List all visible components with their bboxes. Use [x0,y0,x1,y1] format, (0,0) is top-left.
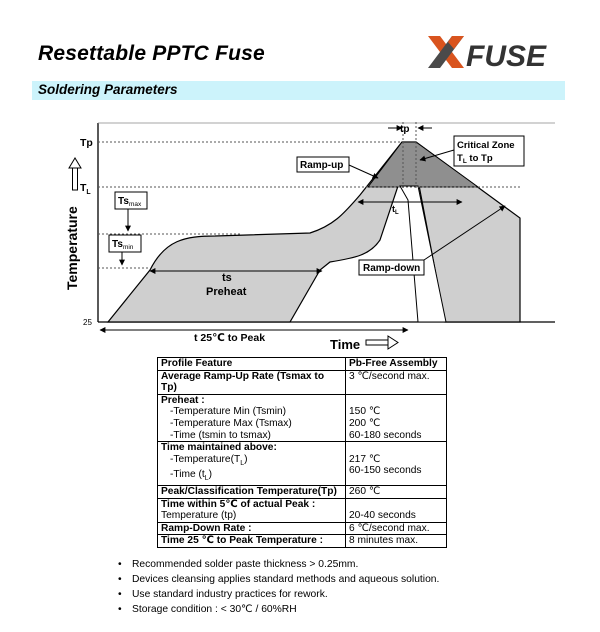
ramp-down-label: Ramp-down [363,263,421,274]
x-axis-arrow-icon [366,336,398,349]
tick-25: 25 [83,318,92,327]
table-row [158,370,447,394]
t25-label: t 25℃ to Peak [194,332,266,344]
table-row [158,394,447,441]
y-axis-label: Temperature [64,206,80,290]
table-row [158,486,447,499]
preheat-tsmax: -Temperature Max (Tsmax) [170,417,292,429]
table-cell: Ramp-Down Rate : [158,522,346,535]
section-title: Soldering Parameters [38,82,178,97]
profile-table [157,357,447,548]
tick-tp: Tp [80,137,93,149]
ramp-up-pointer [349,165,378,178]
tsmin-label: $Ts_{min}$ [112,239,134,251]
tick-tl: $T_L$ [80,182,91,196]
tl-label: $t_L$ [392,204,399,216]
tsmax-label: $Ts_{max}$ [118,196,142,208]
table-cell: 3 ℃/second max. [346,370,447,394]
table-cell [346,442,447,486]
table-row [158,522,447,535]
within-heading: Time within 5℃ of actual Peak : [161,498,316,510]
table-cell [158,498,346,522]
table-header-assembly: Pb-Free Assembly [346,358,447,371]
logo-text: FUSE [466,40,547,72]
preheat-tsmax-value: 200 ℃ [349,417,381,429]
table-cell: Average Ramp-Up Rate (Tsmax to Tp) [158,370,346,394]
table-header-feature: Profile Feature [158,358,346,371]
table-cell: 260 ℃ [346,486,447,499]
list-item: • Use standard industry practices for rework. [118,587,439,602]
preheat-time-value: 60-180 seconds [349,429,422,441]
list-item: • Recommended solder paste thickness > 0.25mm. [118,557,439,572]
within-value: 20-40 seconds [349,510,416,522]
maintained-temp: $-Temperature(T_L)$ [170,453,248,467]
table-cell: Time 25 ℃ to Peak Temperature : [158,535,346,548]
critical-zone-line1: Critical Zone [457,140,515,151]
table-cell [158,394,346,441]
table-row [158,442,447,486]
preheat-heading: Preheat : [161,394,205,406]
preheat-time: -Time (tsmin to tsmax) [170,429,271,441]
table-cell [158,442,346,486]
within-sub: Temperature (tp) [161,510,237,522]
preheat-label: Preheat [206,286,247,298]
ts-label: ts [222,272,232,284]
list-item: • Devices cleansing applies standard methods and aqueous solution. [118,572,439,587]
preheat-tsmin: -Temperature Min (Tsmin) [170,406,287,418]
table-cell [346,394,447,441]
table-row [158,498,447,522]
table-cell [346,498,447,522]
table-cell: 8 minutes max. [346,535,447,548]
table-header-row [158,358,447,371]
table-cell: 6 ℃/second max. [346,522,447,535]
x-axis-label: Time [330,337,361,352]
ramp-up-label: Ramp-up [300,160,344,171]
maintained-time-value: 60-150 seconds [349,465,422,477]
maintained-temp-value: 217 ℃ [349,453,381,465]
preheat-tsmin-value: 150 ℃ [349,406,381,418]
notes-list [118,557,439,617]
maintained-time: -Time $(t_L)$ [170,469,213,483]
list-item: • Storage condition : < 30℃ / 60%RH [118,602,439,617]
table-cell: Peak/Classification Temperature(Tp) [158,486,346,499]
critical-zone-line2: $T_L$ to Tp [457,153,493,165]
page-title: Resettable PPTC Fuse [38,42,265,65]
table-row [158,535,447,548]
tp-label: tp [400,124,410,135]
maintained-heading: Time maintained above: [161,442,277,454]
